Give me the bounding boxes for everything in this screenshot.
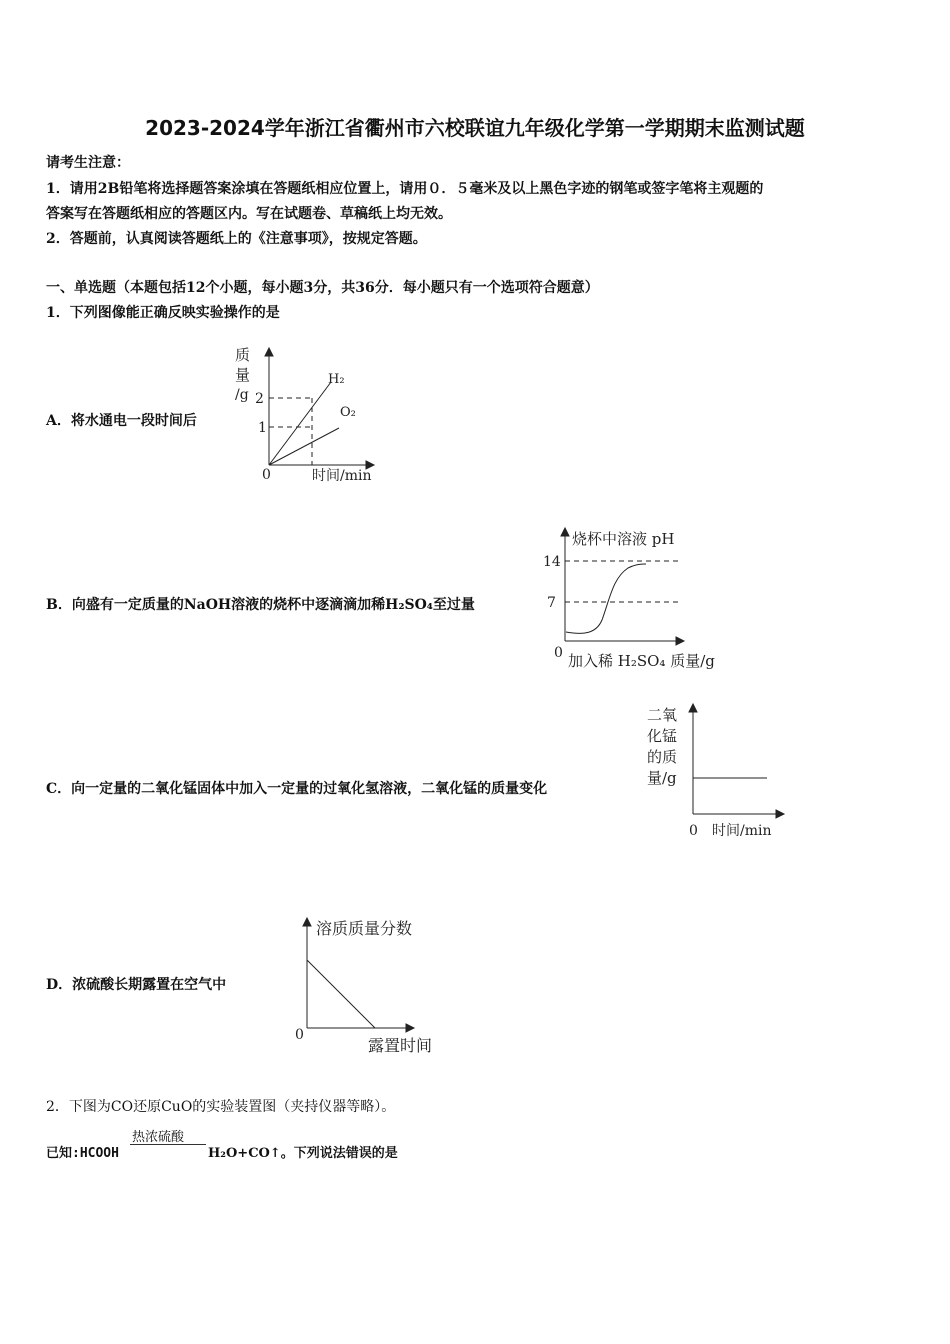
chart-b-origin: 0 — [554, 645, 563, 661]
section-heading: 一、单选题（本题包括12个小题，每小题3分，共36分．每小题只有一个选项符合题意） — [46, 280, 599, 296]
chart-d-x-arrow — [406, 1024, 414, 1032]
chart-a-origin: 0 — [262, 467, 271, 483]
question-2-known-suffix: H₂O+CO↑。下列说法错误的是 — [208, 1146, 398, 1161]
chart-d-y-arrow — [303, 918, 311, 926]
chart-b-tick-7: 7 — [547, 595, 556, 611]
chart-b-xlabel: 加入稀 H₂SO₄ 质量/g — [568, 652, 715, 670]
chart-a-y-arrow — [265, 348, 273, 356]
chart-b-tick-14: 14 — [543, 554, 561, 570]
chart-c-ylabel-3: 的质 — [647, 748, 678, 766]
chart-a-ylabel-2: 量 — [235, 366, 251, 384]
chart-c-y-arrow — [689, 704, 697, 712]
chart-c-origin: 0 — [689, 823, 698, 839]
question-2-stem-text: 2．下图为CO还原CuO的实验装置图（夹持仪器等略）。 — [46, 1099, 396, 1115]
page-title: 2023-2024学年浙江省衢州市六校联谊九年级化学第一学期期末监测试题 — [145, 116, 805, 140]
chart-a-ylabel-3: /g — [235, 387, 249, 403]
chart-d — [288, 910, 448, 1058]
question-2-known-prefix: 已知:HCOOH — [46, 1146, 119, 1161]
chart-c-ylabel-2: 化锰 — [647, 727, 678, 745]
chart-a-series-o2: O₂ — [340, 405, 356, 420]
option-d: D．浓硫酸长期露置在空气中 — [46, 977, 227, 993]
notice-line-1a: 1．请用2B铅笔将选择题答案涂填在答题纸相应位置上，请用０．５毫米及以上黑色字迹的钢笔或签字笔将主观题的 — [46, 181, 764, 197]
chart-d-ylabel: 溶质质量分数 — [316, 919, 413, 938]
reaction-arrow-line — [130, 1144, 206, 1145]
chart-a-series-h2: H₂ — [328, 372, 345, 387]
chart-b-ylabel: 烧杯中溶液 pH — [572, 530, 675, 548]
chart-a-o2-line — [269, 428, 339, 465]
chart-d-concentration-line — [307, 960, 375, 1028]
chart-d-xlabel: 露置时间 — [368, 1036, 433, 1055]
chart-b-y-arrow — [561, 528, 569, 536]
chart-a-ylabel-1: 质 — [235, 346, 251, 364]
option-c: C．向一定量的二氧化锰固体中加入一定量的过氧化氢溶液，二氧化锰的质量变化 — [46, 781, 548, 797]
question-2-stem — [46, 1096, 395, 1116]
question-1-stem: 1．下列图像能正确反映实验操作的是 — [46, 305, 280, 321]
chart-c — [644, 698, 789, 846]
chart-c-ylabel-4: 量/g — [647, 769, 677, 787]
chart-b-ph-curve — [566, 564, 646, 633]
chart-c-xlabel: 时间/min — [712, 823, 772, 839]
chart-a — [228, 340, 388, 490]
chart-b — [538, 520, 738, 675]
chart-a-tick-2: 2 — [255, 391, 264, 407]
chart-d-origin: 0 — [295, 1027, 304, 1043]
chart-b-x-arrow — [676, 637, 684, 645]
notice-heading: 请考生注意： — [46, 155, 130, 171]
chart-a-tick-1: 1 — [258, 420, 267, 436]
chart-c-x-arrow — [776, 810, 784, 818]
notice-line-2: 2．答题前，认真阅读答题纸上的《注意事项》，按规定答题。 — [46, 231, 427, 247]
option-b: B．向盛有一定质量的NaOH溶液的烧杯中逐滴滴加稀H₂SO₄至过量 — [46, 597, 475, 613]
notice-line-1b: 答案写在答题纸相应的答题区内。写在试题卷、草稿纸上均无效。 — [46, 206, 452, 222]
reaction-condition: 热浓硫酸 — [132, 1130, 185, 1145]
option-a: A．将水通电一段时间后 — [46, 413, 197, 429]
chart-c-ylabel-1: 二氧 — [647, 706, 678, 724]
chart-a-h2-line — [269, 382, 331, 465]
chart-a-xlabel: 时间/min — [312, 468, 372, 484]
